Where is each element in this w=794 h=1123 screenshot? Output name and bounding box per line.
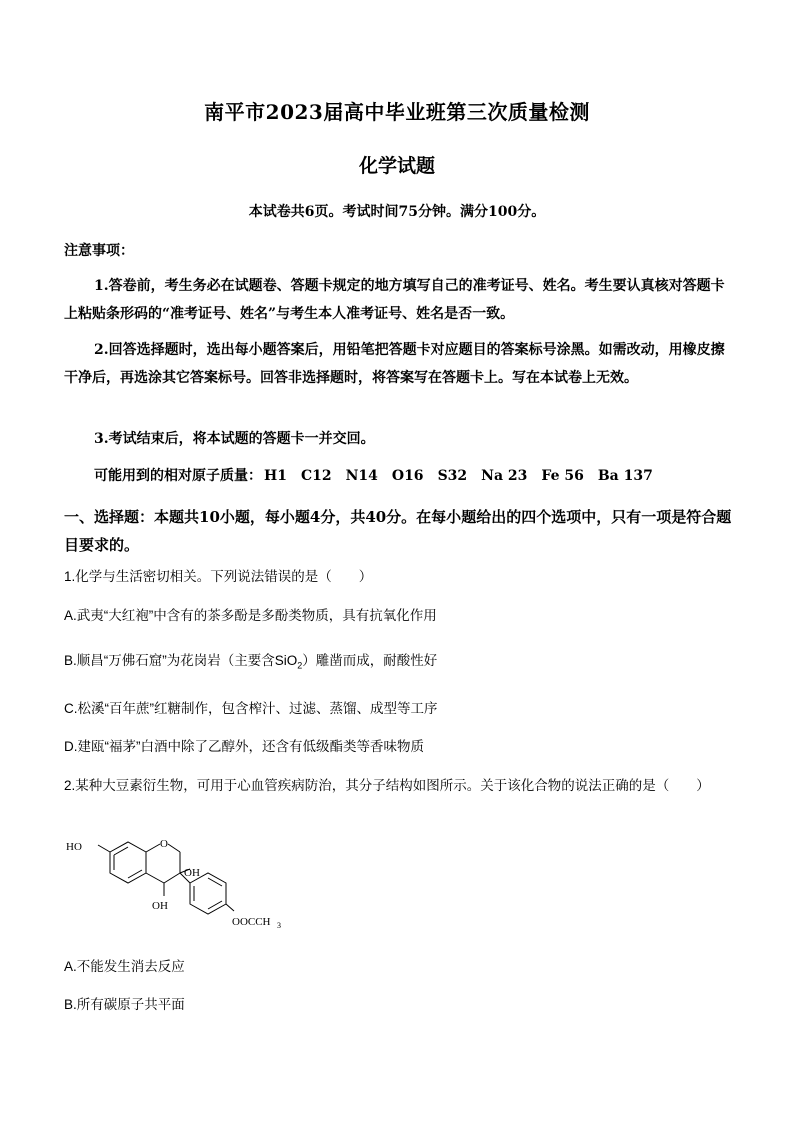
notice-item-3: 3.考试结束后，将本试题的答题卡一并交回。: [94, 431, 375, 447]
q1-option-b: [64, 647, 734, 680]
label-oh-4: OH: [152, 900, 168, 912]
mass-fe: Fe 56: [541, 468, 584, 484]
mass-c: C12: [300, 468, 332, 484]
q1-option-a: A.武夷“大红袍”中含有的茶多酚是多酚类物质，具有抗氧化作用: [64, 608, 437, 623]
atomic-mass-line: [94, 465, 667, 485]
label-oh-3: OH: [184, 867, 200, 879]
mass-na: Na 23: [481, 468, 528, 484]
exam-subtitle: 化学试题: [358, 155, 435, 177]
q1-option-c: C.松溪“百年蔗”红糖制作，包含榨汁、过滤、蒸馏、成型等工序: [64, 701, 438, 716]
q1-stem: 1.化学与生活密切相关。下列说法错误的是（ ）: [64, 569, 373, 584]
exam-info: 本试卷共6页。考试时间75分钟。满分100分。: [248, 204, 546, 220]
notice-item-1: 1.答卷前，考生务必在试题卷、答题卡规定的地方填写自己的准考证号、姓名。考生要认真核对答题卡上粘贴条形码的“准考证号、姓名”与考生本人准考证号、姓名是否一致。: [64, 278, 725, 322]
label-ring-o: O: [160, 838, 168, 850]
mass-h: H1: [264, 468, 287, 484]
label-ester: OOCCH: [232, 916, 271, 928]
mass-o: O16: [391, 468, 424, 484]
molecular-structure-figure: [64, 836, 294, 936]
q1-option-d: D.建瓯“福茅”白酒中除了乙醇外，还含有低级酯类等香味物质: [64, 739, 424, 754]
mass-n: N14: [345, 468, 378, 484]
notice-item-2: 2.回答选择题时，选出每小题答案后，用铅笔把答题卡对应题目的答案标号涂黑。如需改动，用橡皮擦干净后，再选涂其它答案标号。回答非选择题时，将答案写在答题卡上。写在本试卷上无效。: [64, 342, 725, 386]
q2-option-b: B.所有碳原子共平面: [64, 997, 185, 1012]
exam-title: 南平市2023届高中毕业班第三次质量检测: [204, 100, 590, 124]
mass-ba: Ba 137: [597, 468, 653, 484]
label-ester-sub: 3: [277, 921, 281, 930]
atomic-mass-label: 可能用到的相对原子质量：: [94, 468, 262, 484]
mass-s: S32: [437, 468, 468, 484]
section-1-heading: 一、选择题：本题共10小题，每小题4分，共40分。在每小题给出的四个选项中，只有一项是符合题目要求的。: [64, 508, 732, 554]
q2-stem: 2.某种大豆素衍生物，可用于心血管疾病防治，其分子结构如图所示。关于该化合物的说法正确的是（ ）: [64, 778, 710, 793]
q2-option-a: A.不能发生消去反应: [64, 959, 185, 974]
label-ho: HO: [66, 841, 82, 853]
q1-option-b-text-end: ）雕凿而成，耐酸性好: [302, 653, 438, 668]
q1-option-b-subscript: 2: [297, 660, 303, 671]
q1-option-b-text: B.顺昌“万佛石窟”为花岗岩（主要含SiO: [64, 653, 298, 668]
notice-heading: 注意事项：: [64, 243, 134, 259]
